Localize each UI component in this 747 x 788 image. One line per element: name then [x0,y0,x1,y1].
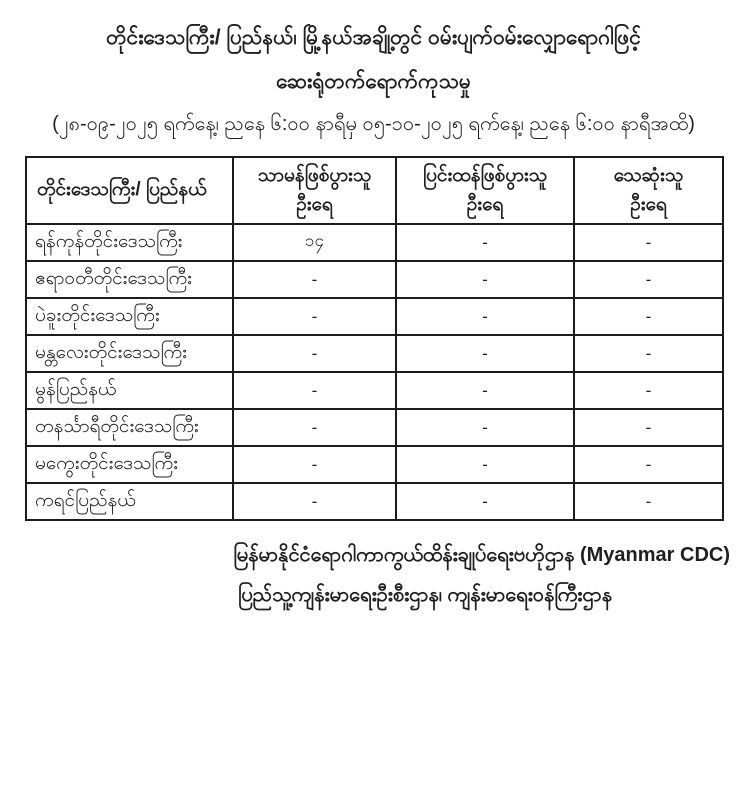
severe-cases-value: - [396,372,574,409]
cases-table-header [26,157,723,224]
region-name: တနင်္သာရီတိုင်းဒေသကြီး [26,409,233,446]
normal-cases-value: - [233,446,396,483]
table-row [26,224,723,261]
normal-cases-value: - [233,335,396,372]
table-row [26,298,723,335]
header-severe-cases-line-1: ပြင်းထန်ဖြစ်ပွားသူ [422,165,548,186]
severe-cases-value: - [396,298,574,335]
region-name: မန္တလေးတိုင်းဒေသကြီး [26,335,233,372]
table-row [26,372,723,409]
normal-cases-value: - [233,483,396,520]
deaths-value: - [574,261,723,298]
severe-cases-value: - [396,409,574,446]
header-row [26,157,723,224]
deaths-value: - [574,298,723,335]
report-title-line-1: တိုင်းဒေသကြီး/ ပြည်နယ်၊ မြို့နယ်အချို့တွင် ဝမ်းပျက်ဝမ်းလျှောရောဂါဖြင့် [106,26,641,49]
severe-cases-value: - [396,483,574,520]
severe-cases-value: - [396,446,574,483]
report-date-range: (၂၈-၀၉-၂၀၂၅ ရက်နေ့၊ ညနေ ၆:၀၀ နာရီမှ ၀၅-၁၀-၂၀၂၅ ရက်နေ့၊ ညနေ ၆:၀၀ နာရီအထိ) [52,112,695,135]
deaths-value: - [574,409,723,446]
table-row [26,446,723,483]
region-name: ဧရာဝတီတိုင်းဒေသကြီး [26,261,233,298]
region-name: ပဲခူးတိုင်းဒေသကြီး [26,298,233,335]
issuing-org-ministry: ပြည်သူ့ကျန်းမာရေးဦးစီးဌာန၊ ကျန်းမာရေးဝန်ကြီးဌာန [238,584,613,606]
normal-cases-value: - [233,372,396,409]
deaths-value: - [574,483,723,520]
severe-cases-value: - [396,335,574,372]
deaths-value: - [574,372,723,409]
table-row [26,409,723,446]
cases-table [25,156,724,521]
header-severe-cases-line-2: ဦးရေ [466,193,504,215]
header-deaths [574,157,723,224]
title-block [0,24,747,137]
header-severe-cases [396,157,574,224]
region-name: ကရင်ပြည်နယ် [26,483,233,520]
table-row [26,483,723,520]
table-row [26,261,723,298]
normal-cases-value: - [233,261,396,298]
region-name: ရန်ကုန်တိုင်းဒေသကြီး [26,224,233,261]
header-normal-cases-line-2: ဦးရေ [296,193,333,215]
region-name: မကွေးတိုင်းဒေသကြီး [26,446,233,483]
header-normal-cases [233,157,396,224]
table-row [26,335,723,372]
severe-cases-value: - [396,261,574,298]
normal-cases-value: - [233,409,396,446]
deaths-value: - [574,446,723,483]
header-normal-cases-line-1: သာမန်ဖြစ်ပွားသူ [257,165,372,186]
header-deaths-line-2: ဦးရေ [630,193,667,215]
normal-cases-value: - [233,298,396,335]
region-name: မွန်ပြည်နယ် [26,372,233,409]
deaths-value: - [574,224,723,261]
deaths-value: - [574,335,723,372]
report-title-line-2: ဆေးရုံတက်ရောက်ကုသမှု [276,70,471,94]
cases-table-body [26,224,723,520]
issuing-org-cdc: မြန်မာနိုင်ငံရောဂါကာကွယ်ထိန်းချုပ်ရေးဗဟိုဌာန (Myanmar CDC) [233,544,730,566]
normal-cases-value: ၁၄ [233,224,396,261]
severe-cases-value: - [396,224,574,261]
header-region-state: တိုင်းဒေသကြီး/ ပြည်နယ် [26,157,233,224]
header-deaths-line-1: သေဆုံးသူ [613,165,684,186]
